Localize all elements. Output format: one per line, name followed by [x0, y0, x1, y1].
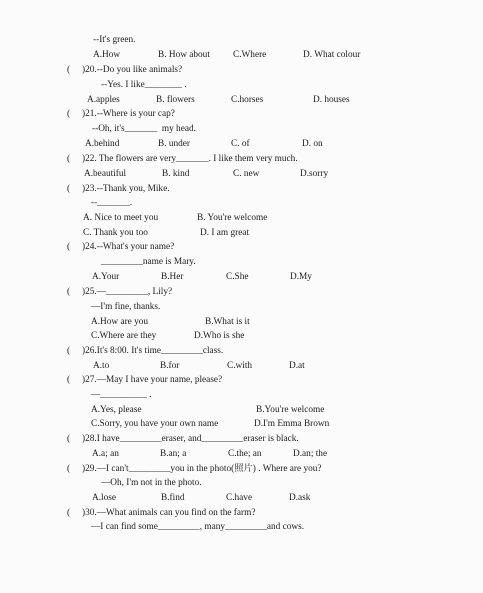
- option-text: C.horses: [231, 95, 264, 105]
- option-text: D. What colour: [303, 50, 361, 60]
- dialogue-text: --Yes. I like________ .: [101, 80, 187, 90]
- option-text: B.You're welcome: [256, 405, 325, 415]
- answer-bracket: (: [67, 464, 71, 474]
- dialogue-text: --Oh, it's_______ my head.: [92, 124, 196, 134]
- dialogue-text: _________name is Mary.: [101, 257, 196, 267]
- answer-bracket: (: [67, 242, 71, 252]
- answer-bracket: (: [67, 287, 71, 297]
- question-text: )30.—What animals can you find on the farm?: [82, 508, 256, 518]
- question-text: )28.I have_________eraser, and_________eraser is black.: [82, 434, 299, 444]
- answer-bracket: (: [67, 184, 71, 194]
- answer-bracket: (: [67, 346, 71, 356]
- question-text: )23.--Thank you, Mike.: [82, 184, 170, 194]
- dialogue-text: --It's green.: [93, 35, 136, 45]
- option-text: B.What is it: [205, 317, 250, 327]
- option-text: B.an; a: [160, 449, 187, 459]
- option-text: C.Sorry, you have your own name: [91, 419, 219, 429]
- question-text: )25.—_________, Lily?: [82, 287, 173, 297]
- option-text: A.How are you: [91, 317, 149, 327]
- question-text: )27.—May I have your name, please?: [82, 375, 223, 385]
- answer-bracket: (: [67, 109, 71, 119]
- option-text: D.at: [289, 361, 305, 371]
- option-text: B. flowers: [156, 95, 195, 105]
- option-text: A.a; an: [92, 449, 119, 459]
- option-text: A. Nice to meet you: [83, 213, 159, 223]
- question-text: )24.--What's your name?: [82, 242, 175, 252]
- option-text: D.sorry: [300, 169, 329, 179]
- answer-bracket: (: [67, 375, 71, 385]
- option-text: B.for: [160, 361, 180, 371]
- option-text: A.apples: [87, 95, 120, 105]
- option-text: D. on: [302, 139, 323, 149]
- answer-bracket: (: [67, 508, 71, 518]
- option-text: A.How: [93, 50, 121, 60]
- answer-bracket: (: [67, 65, 71, 75]
- answer-bracket: (: [67, 154, 71, 164]
- question-text: )20.--Do you like animals?: [82, 65, 183, 75]
- question-text: )29.—I can't_________you in the photo(照片) . Where are you?: [82, 464, 322, 474]
- option-text: D. I am great: [200, 228, 250, 238]
- option-text: A.Your: [92, 272, 120, 282]
- option-text: B.find: [161, 493, 185, 503]
- option-text: C.Where: [233, 50, 267, 60]
- option-text: D.ask: [289, 493, 311, 503]
- dialogue-text: --_______.: [91, 198, 133, 208]
- question-text: )22. The flowers are very_______. I like them very much.: [82, 154, 298, 164]
- option-text: D.an; the: [293, 449, 328, 459]
- option-text: D.I'm Emma Brown: [254, 419, 330, 429]
- dialogue-text: —Oh, I'm not in the photo.: [101, 478, 202, 488]
- option-text: A.behind: [85, 139, 120, 149]
- option-text: C.with: [227, 361, 253, 371]
- dialogue-text: —I'm fine, thanks.: [91, 302, 161, 312]
- option-text: C.have: [226, 493, 253, 503]
- option-text: C. of: [231, 139, 250, 149]
- option-text: A.beautiful: [84, 169, 127, 179]
- option-text: D. houses: [313, 95, 350, 105]
- option-text: C.the; an: [228, 449, 262, 459]
- option-text: B. You're welcome: [197, 213, 268, 223]
- option-text: D.My: [290, 272, 312, 282]
- dialogue-text: —__________ .: [91, 390, 152, 400]
- option-text: A.Yes, please: [91, 405, 142, 415]
- answer-bracket: (: [67, 434, 71, 444]
- option-text: C.Where are they: [91, 331, 157, 341]
- option-text: B. How about: [158, 50, 210, 60]
- option-text: B. under: [158, 139, 191, 149]
- option-text: D.Who is she: [194, 331, 245, 341]
- option-text: A.to: [93, 361, 110, 371]
- option-text: C. Thank you too: [83, 228, 148, 238]
- option-text: C.She: [226, 272, 249, 282]
- option-text: B. kind: [162, 169, 190, 179]
- option-text: C. new: [233, 169, 260, 179]
- option-text: A.lose: [92, 493, 117, 503]
- option-text: B.Her: [161, 272, 184, 282]
- question-text: )21.--Where is your cap?: [82, 109, 175, 119]
- question-text: )26.It's 8:00. It's time_________class.: [82, 346, 224, 356]
- dialogue-text: —I can find some_________, many_________and cows.: [91, 522, 305, 532]
